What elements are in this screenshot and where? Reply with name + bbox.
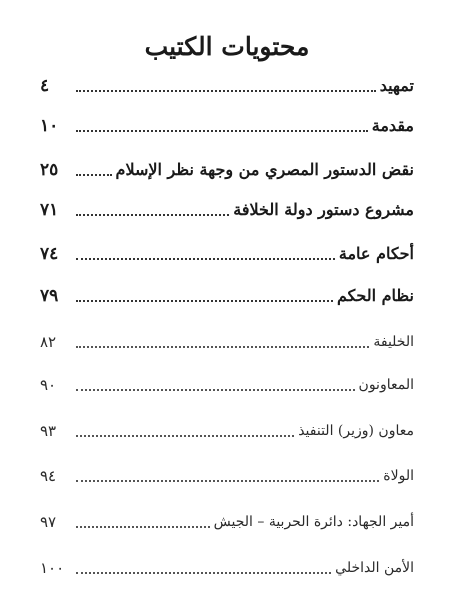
toc-entry-title: تمهيد [379,76,414,95]
toc-entry-title: المعاونون [358,377,414,393]
toc-entry-title: أمير الجهاد: دائرة الحربية – الجيش [213,514,414,530]
toc-entry-title: أحكام عامة [338,244,414,263]
toc-page-number: ٨٢ [40,333,57,351]
toc-page-number: ٩٠ [40,376,57,394]
toc-page-number: ٢٥ [40,160,59,180]
toc-entry-title: معاون (وزير) التنفيذ [298,423,414,439]
toc-leader-dots [76,174,112,176]
toc-page-number: ٧٤ [40,244,59,264]
toc-leader-dots [76,435,294,437]
toc-entry-title: الأمن الداخلي [335,560,414,576]
toc-leader-dots [76,214,229,216]
toc-entry[interactable] [40,156,414,182]
toc-page-number: ١٠ [40,116,59,136]
toc-entry-title: الولاة [383,468,414,484]
toc-entry[interactable] [40,240,414,266]
toc-page-number: ٧١ [40,200,59,220]
toc-page-number: ٩٣ [40,422,57,440]
toc-leader-dots [76,300,333,302]
toc-page-number: ٩٤ [40,467,57,485]
toc-leader-dots [76,480,379,482]
toc-leader-dots [76,346,369,348]
toc-entry[interactable] [40,554,414,580]
toc-entry-title: نقض الدستور المصري من وجهة نظر الإسلام [115,160,414,179]
toc-leader-dots [76,130,368,132]
toc-entry[interactable] [40,282,414,308]
toc-entry[interactable] [40,72,414,98]
toc-leader-dots [76,572,331,574]
toc-entry[interactable] [40,196,414,222]
toc-leader-dots [76,258,335,260]
toc-entry[interactable] [40,417,414,443]
toc-entry[interactable] [40,462,414,488]
toc-leader-dots [76,90,376,92]
toc-entry[interactable] [40,508,414,534]
toc-entry[interactable] [40,371,414,397]
toc-entry[interactable] [40,112,414,138]
toc-entry-title: مقدمة [371,116,414,135]
toc-entry-title: نظام الحكم [336,286,414,305]
toc-leader-dots [76,389,355,391]
toc-entry[interactable] [40,328,414,354]
toc-page-number: ١٠٠ [40,559,65,577]
page-title: محتويات الكتيب [144,32,310,61]
toc-page-number: ٧٩ [40,286,59,306]
toc-page-number: ٩٧ [40,513,57,531]
toc-leader-dots [76,526,210,528]
toc-page-number: ٤ [40,76,50,96]
toc-entry-title: مشروع دستور دولة الخلافة [233,200,414,219]
table-of-contents [40,0,414,606]
toc-entry-title: الخليفة [373,334,414,350]
